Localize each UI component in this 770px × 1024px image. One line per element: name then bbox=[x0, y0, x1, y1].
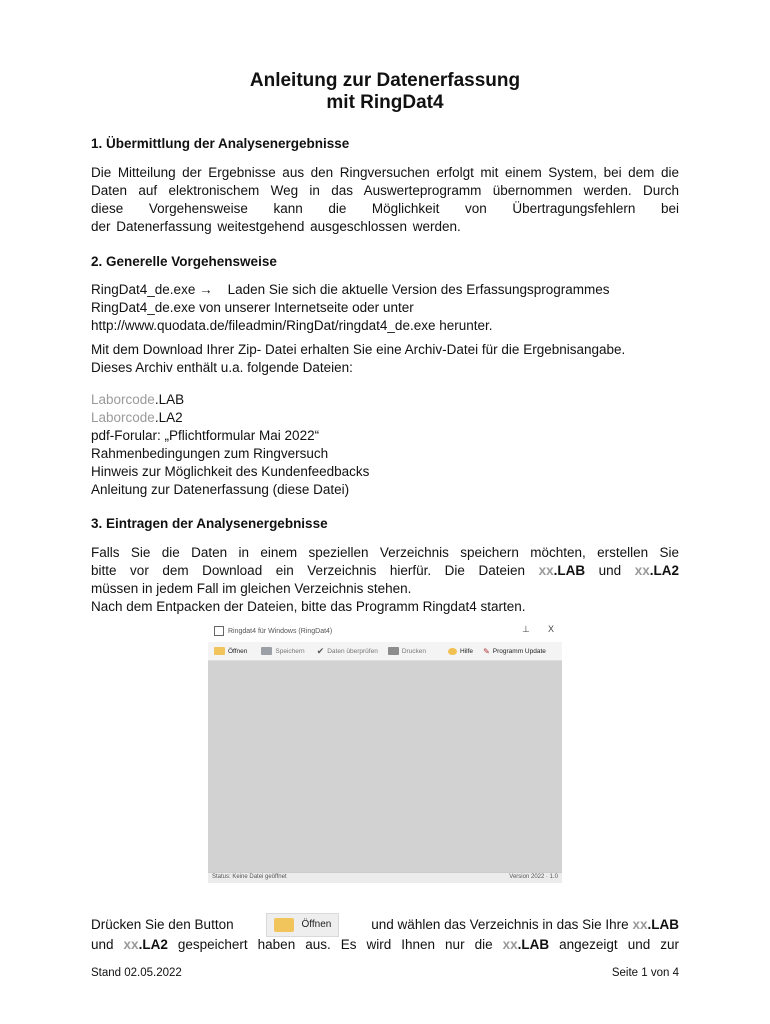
section1-paragraph bbox=[91, 164, 679, 236]
section3-heading: 3. Eintragen der Analysenergebnisse bbox=[91, 516, 328, 531]
save-icon bbox=[261, 647, 272, 655]
minimize-icon[interactable]: ⊥ bbox=[522, 624, 530, 634]
toolbar-help-button[interactable]: Hilfe bbox=[448, 648, 473, 655]
bottom-paragraph bbox=[91, 914, 679, 954]
section1-heading: 1. Übermittlung der Analysenergebnisse bbox=[91, 136, 350, 151]
program-statusbar bbox=[208, 872, 562, 883]
toolbar-save-button[interactable]: Speichern bbox=[261, 647, 304, 655]
bottom-line: Drücken Sie den Button Öffnen und wählen das Verzeichnis in das Sie Ihre xx.LAB bbox=[91, 914, 679, 936]
download-url-line: http://www.quodata.de/fileadmin/RingDat/ringdat4_de.exe herunter. bbox=[91, 318, 493, 333]
print-icon bbox=[388, 647, 399, 655]
file-list bbox=[91, 391, 679, 499]
program-client-area bbox=[208, 661, 562, 872]
toolbar-open-button[interactable]: Öffnen bbox=[214, 647, 247, 655]
status-left-text: Status: Keine Datei geöffnet bbox=[212, 874, 287, 880]
folder-icon bbox=[214, 647, 225, 655]
download-line: RingDat4_de.exe von unserer Internetseite oder unter bbox=[91, 300, 414, 315]
program-window-title: Ringdat4 für Windows (RingDat4) bbox=[228, 627, 333, 635]
file-list-item: pdf-Forular: „Pflichtformular Mai 2022“ bbox=[91, 428, 320, 443]
section3-line: Falls Sie die Daten in einem speziellen Verzeichnis speichern möchten, erstellen Sie bbox=[91, 545, 679, 560]
section3-line: Nach dem Entpacken der Dateien, bitte das Programm Ringdat4 starten. bbox=[91, 599, 526, 614]
section2-heading: 2. Generelle Vorgehensweise bbox=[91, 254, 277, 269]
document-title-line2: mit RingDat4 bbox=[326, 92, 444, 113]
section3-paragraph bbox=[91, 544, 679, 616]
update-icon: ✎ bbox=[483, 646, 490, 656]
program-screenshot bbox=[208, 620, 562, 884]
file-list-item: Anleitung zur Datenerfassung (diese Datei) bbox=[91, 482, 350, 497]
download-paragraph bbox=[91, 281, 679, 335]
check-icon: ✔ bbox=[316, 645, 325, 656]
file-list-item: Rahmenbedingungen zum Ringversuch bbox=[91, 446, 329, 461]
folder-icon bbox=[274, 918, 294, 932]
toolbar-update-button[interactable]: ✎ Programm Update bbox=[483, 646, 546, 656]
archive-line: Dieses Archiv enthält u.a. folgende Dateien: bbox=[91, 360, 353, 375]
file-list-item: Hinweis zur Möglichkeit des Kundenfeedbacks bbox=[91, 464, 370, 479]
file-list-item: Laborcode.LAB bbox=[91, 392, 185, 407]
toolbar-check-button[interactable]: ✔ Daten überprüfen bbox=[316, 645, 378, 656]
program-titlebar bbox=[208, 620, 562, 642]
app-icon bbox=[214, 626, 224, 636]
status-right-text: Version 2022 · 1.0 bbox=[509, 874, 558, 880]
footer-date: Stand 02.05.2022 bbox=[91, 967, 182, 979]
archive-line: Mit dem Download Ihrer Zip- Datei erhalten Sie eine Archiv-Datei für die Ergebnisangabe. bbox=[91, 342, 626, 357]
close-icon[interactable]: X bbox=[548, 624, 555, 634]
section1-line: Daten auf elektronischem Weg in das Auswerteprogramm übernommen werden. Durch bbox=[91, 183, 679, 198]
file-list-item: Laborcode.LA2 bbox=[91, 410, 183, 425]
section3-line: müssen in jedem Fall im gleichen Verzeichnis stehen. bbox=[91, 581, 412, 596]
program-toolbar bbox=[208, 642, 562, 661]
archive-paragraph bbox=[91, 341, 679, 377]
section1-line: der Datenerfassung weitestgehend ausgeschlossen werden. bbox=[91, 219, 461, 234]
section3-line: bitte vor dem Download ein Verzeichnis hierfür. Die Dateien xx.LAB und xx.LA2 bbox=[91, 563, 679, 578]
bottom-line: und xx.LA2 gespeichert haben aus. Es wird Ihnen nur die xx.LAB angezeigt und zur bbox=[91, 937, 679, 952]
footer-page-number: Seite 1 von 4 bbox=[611, 967, 679, 979]
help-icon bbox=[448, 648, 457, 655]
download-line: RingDat4_de.exe → Laden Sie sich die aktuelle Version des Erfassungsprogrammes bbox=[91, 282, 610, 297]
section1-line: diese Vorgehensweise kann die Möglichkeit von Übertragungsfehlern bei bbox=[91, 201, 679, 216]
document-title-line1: Anleitung zur Datenerfassung bbox=[249, 70, 521, 91]
inline-open-button: Öffnen bbox=[266, 913, 340, 937]
section1-line: Die Mitteilung der Ergebnisse aus den Ringversuchen erfolgt mit einem System, bei dem die bbox=[91, 165, 679, 180]
toolbar-print-button[interactable]: Drucken bbox=[388, 647, 426, 655]
